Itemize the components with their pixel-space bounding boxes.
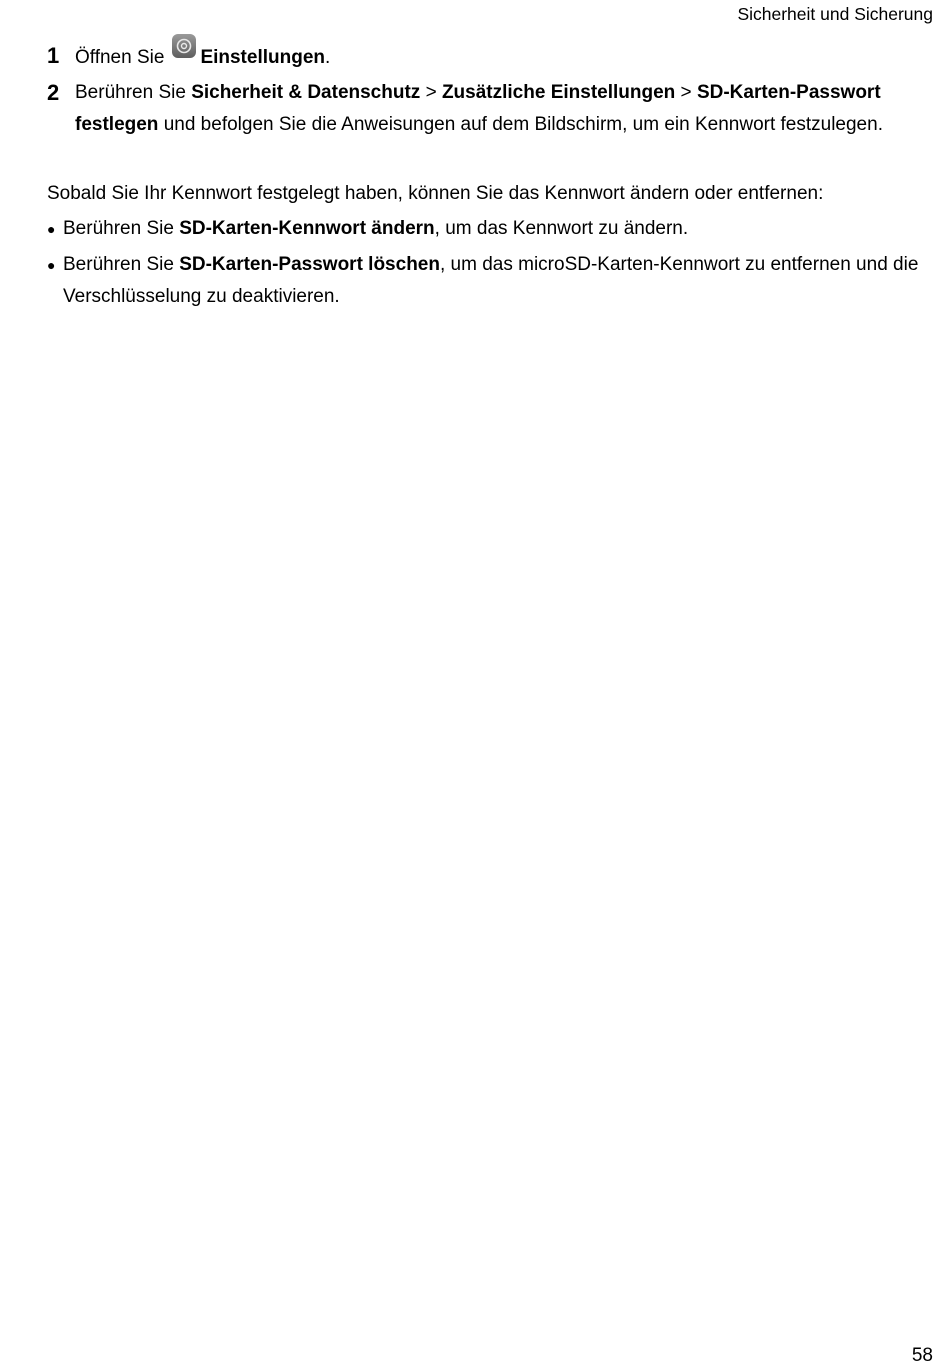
intro-paragraph: Sobald Sie Ihr Kennwort festgelegt haben, können Sie das Kennwort ändern oder entfernen: xyxy=(47,183,824,204)
step-2-path-security: Sicherheit & Datenschutz xyxy=(191,82,421,103)
bullet-text xyxy=(47,213,927,245)
running-header: Sicherheit und Sicherung xyxy=(737,4,933,24)
bullet-icon: ● xyxy=(47,257,56,273)
page-number: 58 xyxy=(911,1345,933,1366)
step-1-bold: Einstellungen xyxy=(200,47,326,68)
step-text xyxy=(47,77,927,141)
step-text xyxy=(47,40,927,74)
step-1-text: Öffnen Sie xyxy=(75,47,165,68)
step-2-separator: > xyxy=(420,82,442,103)
bullet-change-password xyxy=(47,213,927,245)
step-2-separator: > xyxy=(675,82,697,103)
bullet-icon: ● xyxy=(47,221,56,237)
bullet-delete-password xyxy=(47,249,927,313)
bullet-2-text-a: Berühren Sie xyxy=(63,254,180,275)
settings-icon xyxy=(172,34,196,58)
step-2-text-a: Berühren Sie xyxy=(75,82,192,103)
step-number: 1 xyxy=(47,43,60,68)
step-2-path-sd-password: SD-Karten-Passwort festlegen xyxy=(75,82,881,135)
bullet-1-text-a: Berühren Sie xyxy=(63,218,180,239)
step-2 xyxy=(47,77,927,141)
bullet-2-bold: SD-Karten-Passwort löschen xyxy=(179,254,440,275)
step-2-path-additional: Zusätzliche Einstellungen xyxy=(441,82,676,103)
step-number: 2 xyxy=(47,80,60,105)
bullet-1-text-b: , um das Kennwort zu ändern. xyxy=(434,218,689,239)
bullet-1-bold: SD-Karten-Kennwort ändern xyxy=(179,218,435,239)
step-1-period: . xyxy=(325,47,331,68)
step-1 xyxy=(47,40,927,74)
bullet-text xyxy=(47,249,927,313)
step-2-text-b: und befolgen Sie die Anweisungen auf dem Bildschirm, um ein Kennwort festzulegen. xyxy=(158,114,883,135)
bullet-2-text-b: , um das microSD-Karten-Kennwort zu entfernen und die Verschlüsselung zu deaktivieren. xyxy=(63,254,919,307)
